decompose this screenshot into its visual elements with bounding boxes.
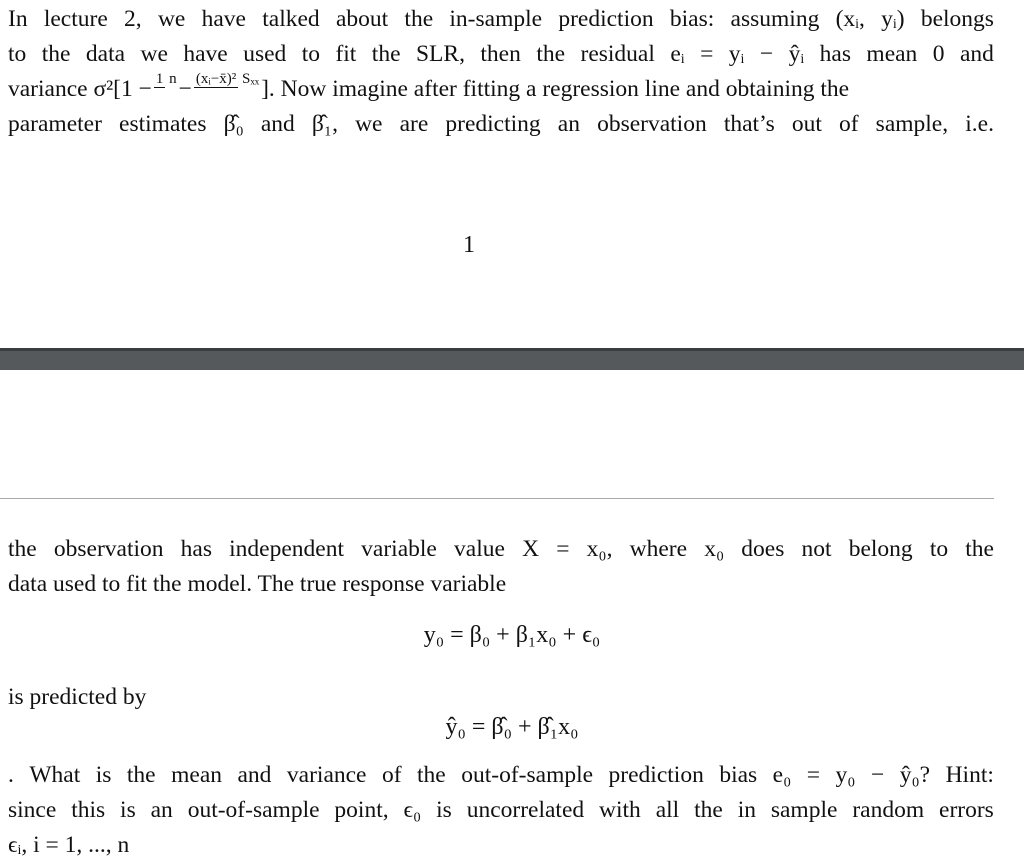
word: ŷ₀? <box>899 762 931 788</box>
fraction-denominator: Sₓₓ <box>242 71 260 87</box>
text-span: is predicted by <box>8 684 147 710</box>
word: we <box>140 41 168 67</box>
word: random <box>852 797 925 823</box>
word: assuming <box>730 6 820 32</box>
word: the <box>694 797 723 823</box>
word: where <box>629 536 688 562</box>
word: parameter <box>8 111 102 137</box>
word: β̂₀ <box>223 111 244 137</box>
word: has <box>819 41 851 67</box>
word: we <box>157 6 186 32</box>
word: and <box>959 41 994 67</box>
word: ϵ₀ <box>403 797 422 823</box>
word: out-of-sample <box>187 797 320 823</box>
word: variance <box>286 762 367 788</box>
word: to <box>929 536 949 562</box>
word: − <box>759 41 774 67</box>
word: = <box>700 41 714 67</box>
question-paragraph <box>8 758 994 863</box>
word: an <box>557 111 580 137</box>
word: with <box>599 797 641 823</box>
word: have <box>201 6 246 32</box>
text-line <box>8 828 994 863</box>
word: to <box>8 41 27 67</box>
word: . <box>8 762 14 788</box>
word: the <box>965 536 994 562</box>
word: out-of-sample <box>461 762 594 788</box>
word: = <box>806 762 821 788</box>
word: − <box>870 762 885 788</box>
word: not <box>801 536 832 562</box>
word: an <box>150 797 173 823</box>
word: observation <box>53 536 164 562</box>
word: β̂₁, <box>311 111 338 137</box>
word: i.e. <box>965 111 994 137</box>
word: Hint: <box>945 762 994 788</box>
word: 2, <box>124 6 142 32</box>
text-span: ]. Now imagine after fitting a regression line and obtaining the <box>261 76 850 102</box>
fraction-numerator: 1 <box>155 71 164 87</box>
page-number: 1 <box>463 232 475 258</box>
word: are <box>399 111 429 137</box>
word: talked <box>262 6 320 32</box>
word: that’s <box>723 111 775 137</box>
word: the <box>404 6 434 32</box>
word: the <box>8 536 37 562</box>
text-line <box>8 758 994 793</box>
word: is <box>95 762 112 788</box>
text-line <box>8 532 994 567</box>
page-separator-bar <box>0 348 1024 370</box>
word: this <box>71 797 106 823</box>
text-line <box>8 567 994 602</box>
word: of <box>838 111 859 137</box>
word: since <box>8 797 57 823</box>
word: sample <box>770 797 838 823</box>
word: lecture <box>43 6 108 32</box>
text-line <box>8 37 994 72</box>
word: has <box>180 536 212 562</box>
text-span: data used to fit the model. The true response variable <box>8 571 507 597</box>
word: data <box>85 41 126 67</box>
word: What <box>29 762 81 788</box>
word: mean <box>866 41 918 67</box>
word: predicting <box>445 111 541 137</box>
word: x₀ <box>704 536 725 562</box>
word: the <box>417 762 446 788</box>
word: prediction <box>608 762 704 788</box>
word: ŷᵢ <box>788 41 805 67</box>
word: X <box>522 536 540 562</box>
word: in <box>737 797 756 823</box>
word: fit <box>335 41 357 67</box>
predicted-by-line <box>8 680 994 715</box>
word: the <box>126 762 156 788</box>
word: and <box>260 111 295 137</box>
fraction-denominator: n <box>169 71 177 87</box>
word: the <box>536 41 566 67</box>
bottom-paragraph <box>8 532 994 602</box>
word: belongs <box>920 6 994 32</box>
word: eᵢ <box>670 41 685 67</box>
word: the <box>41 41 71 67</box>
word: belong <box>848 536 913 562</box>
word: is <box>120 797 136 823</box>
word: and <box>237 762 272 788</box>
word: sample, <box>875 111 949 137</box>
fraction-one-over-n <box>154 72 177 107</box>
word: observation <box>597 111 707 137</box>
word: y₀ <box>835 762 856 788</box>
word: e₀ <box>772 762 792 788</box>
word: errors <box>939 797 994 823</box>
word: mean <box>171 762 222 788</box>
word: variable <box>361 536 437 562</box>
word: uncorrelated <box>466 797 585 823</box>
word: of <box>381 762 402 788</box>
word: independent <box>229 536 345 562</box>
word: then <box>480 41 521 67</box>
text-span: ϵᵢ, i = 1, ..., n <box>8 832 130 858</box>
word: yᵢ) <box>881 6 905 32</box>
word: point, <box>334 797 389 823</box>
word: residual <box>580 41 655 67</box>
text-line <box>8 2 994 37</box>
word: x₀, <box>586 536 613 562</box>
word: is <box>436 797 452 823</box>
text-line <box>8 107 994 142</box>
text-line-with-fractions <box>8 72 994 107</box>
word: In <box>8 6 28 32</box>
text-line <box>8 680 994 715</box>
word: = <box>556 536 570 562</box>
word: SLR, <box>415 41 465 67</box>
text-span: variance σ²[1 − <box>8 76 152 102</box>
word: does <box>741 536 785 562</box>
word: estimates <box>119 111 207 137</box>
top-paragraph <box>8 2 994 142</box>
page-header-rule <box>0 498 994 499</box>
word: we <box>355 111 383 137</box>
minus-sign: − <box>178 76 192 102</box>
word: (xᵢ, <box>835 6 865 32</box>
equation-prediction: ŷ₀ = β̂₀ + β̂₁x₀ <box>445 714 579 740</box>
word: in-sample <box>449 6 543 32</box>
word: out <box>791 111 822 137</box>
equation-true-response: y₀ = β₀ + β₁x₀ + ϵ₀ <box>423 622 601 648</box>
fraction-variance-term <box>194 72 259 107</box>
word: the <box>371 41 401 67</box>
word: have <box>183 41 228 67</box>
fraction-numerator: (xᵢ−x̄)² <box>195 71 237 87</box>
word: bias <box>719 762 758 788</box>
word: prediction <box>558 6 654 32</box>
word: all <box>655 797 680 823</box>
text-line <box>8 793 994 828</box>
word: bias: <box>669 6 715 32</box>
word: to <box>301 41 320 67</box>
word: used <box>243 41 287 67</box>
word: about <box>335 6 389 32</box>
word: yᵢ <box>728 41 745 67</box>
word: value <box>454 536 505 562</box>
word: 0 <box>932 41 945 67</box>
